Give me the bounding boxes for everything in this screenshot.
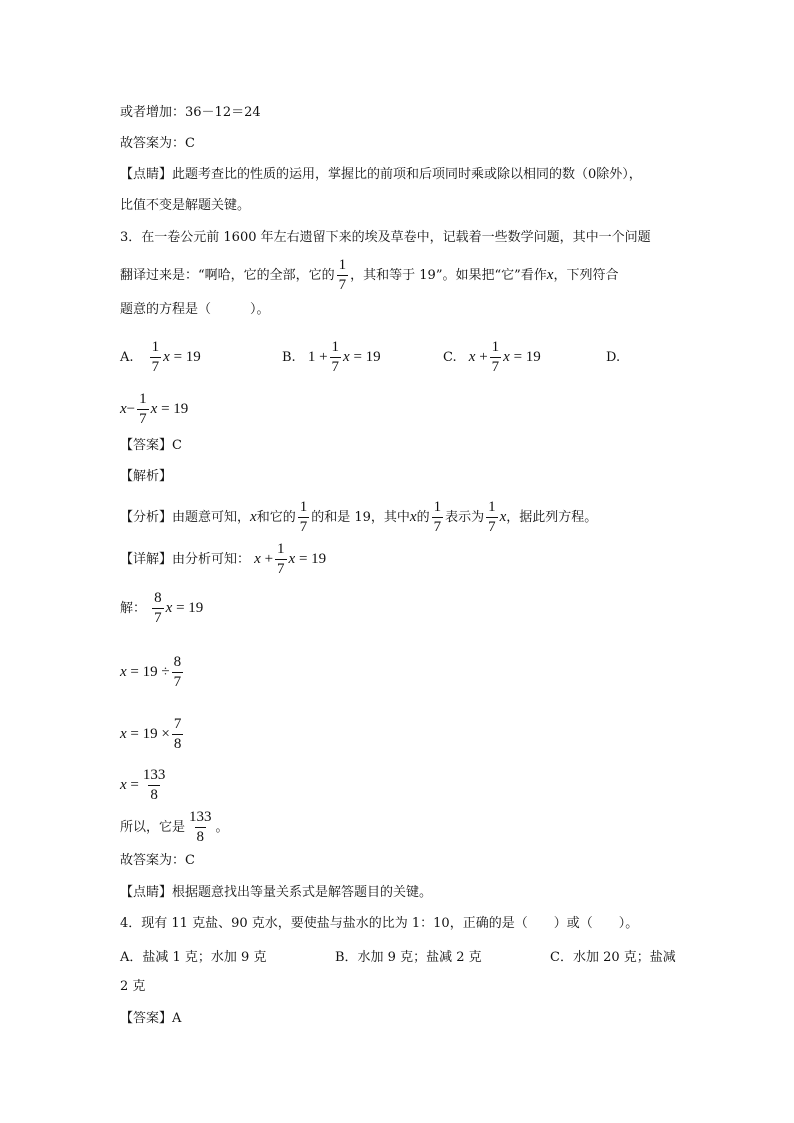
numerator: 1 — [488, 499, 496, 515]
equals-19: = 19 — [173, 348, 201, 365]
answer-label-4: 【答案】A — [120, 1011, 182, 1026]
question-4: 4．现有 11 克盐、90 克水，要使盐与盐水的比为 1：10，正确的是（ ）或（ ）。 — [120, 916, 639, 931]
denominator: 7 — [331, 359, 340, 375]
option-a — [120, 340, 201, 375]
fraction-1-7 — [432, 500, 444, 535]
solution-step-2 — [120, 655, 185, 690]
q4-option-c: C．水加 20 克；盐减 — [550, 950, 676, 965]
minus-sign: − — [126, 400, 136, 417]
fraction-1-7 — [150, 340, 162, 375]
note-line: 【点睛】此题考查比的性质的运用，掌握比的前项和后项同时乘或除以相同的数（0除外）， — [120, 167, 642, 182]
fraction-8-7 — [152, 591, 164, 626]
denominator: 8 — [196, 829, 205, 845]
denominator: 7 — [491, 359, 500, 375]
var-x: x — [120, 725, 127, 742]
nineteen-multiply: = 19 × — [130, 725, 170, 742]
solution-step-1 — [120, 591, 203, 626]
analysis-text-2: 和它的 — [256, 510, 296, 525]
numerator: 1 — [277, 541, 285, 557]
analysis-text-5: 表示为 — [445, 510, 485, 525]
question-3-line-1: 3．在一卷公元前 1600 年左右遗留下来的埃及草卷中，记载着一些数学问题，其中一个问题 — [120, 230, 651, 245]
analysis-text-6: ，据此列方程。 — [506, 510, 598, 525]
var-x: x — [468, 348, 476, 365]
equals-19: = 19 — [353, 348, 381, 365]
period: 。 — [215, 820, 229, 835]
denominator: 7 — [277, 561, 285, 577]
fraction-1-7 — [330, 340, 342, 375]
denominator: 7 — [173, 674, 182, 690]
denominator: 7 — [488, 519, 496, 535]
var-x: x — [250, 509, 257, 525]
equals-19: = 19 — [513, 348, 541, 365]
solution-step-3 — [120, 717, 185, 752]
fraction-1-7 — [337, 258, 349, 293]
fraction-1-7 — [490, 340, 502, 375]
one-plus: 1 + — [307, 348, 328, 365]
var-x: x — [120, 400, 127, 417]
var-x: x — [409, 509, 417, 525]
q4-option-c-cont: 2 克 — [120, 979, 146, 994]
denominator: 7 — [139, 411, 147, 427]
fraction-1-7 — [137, 392, 149, 427]
analysis-text-3: 的和是 19，其中 — [311, 510, 410, 525]
var-x: x — [546, 267, 554, 283]
denominator: 7 — [154, 610, 162, 626]
numerator: 1 — [331, 339, 340, 355]
var-x: x — [288, 550, 296, 567]
var-x: x — [165, 599, 173, 616]
option-d-label: D. — [606, 350, 621, 365]
var-x: x — [499, 509, 507, 525]
numerator: 133 — [142, 767, 166, 783]
question-3-line-2 — [120, 258, 618, 293]
q3-text-a: 翻译过来是：“啊哈，它的全部，它的 — [120, 268, 335, 283]
note-line-cont: 比值不变是解题关键。 — [120, 198, 251, 213]
text-line: 或者增加：36－12＝24 — [120, 105, 261, 120]
numerator: 8 — [154, 590, 162, 606]
conclusion-line — [120, 810, 229, 845]
option-d — [120, 392, 188, 427]
equals-19: = 19 — [176, 599, 204, 616]
equals-19: = 19 — [161, 400, 189, 417]
plus-sign: + — [264, 550, 274, 567]
analysis-text-4: 的 — [416, 510, 430, 525]
numerator: 133 — [189, 809, 212, 825]
fraction-1-7 — [298, 500, 310, 535]
denominator: 8 — [173, 736, 182, 752]
answer-label: 【答案】C — [120, 438, 182, 453]
answer-line-2: 故答案为：C — [120, 853, 195, 868]
q4-option-b: B．水加 9 克；盐减 2 克 — [335, 950, 482, 965]
analysis-heading: 【解析】 — [120, 469, 173, 484]
solution-label: 解： — [120, 600, 147, 616]
var-x: x — [343, 348, 350, 365]
numerator: 1 — [151, 339, 160, 355]
q4-option-a: A．盐减 1 克；水加 9 克 — [120, 950, 267, 965]
var-x: x — [120, 663, 127, 680]
numerator: 1 — [433, 499, 442, 515]
var-x: x — [503, 348, 510, 365]
numerator: 1 — [299, 499, 308, 515]
denominator: 8 — [150, 787, 158, 803]
question-3-line-3: 题意的方程是（ ）。 — [120, 302, 270, 317]
equals-sign: = — [130, 776, 139, 793]
analysis-line — [120, 500, 597, 535]
option-c-label: C. — [443, 349, 457, 365]
fraction-133-8 — [141, 768, 168, 803]
option-b-label: B. — [282, 349, 296, 365]
equals-19: = 19 — [298, 550, 327, 567]
detail-line — [120, 542, 326, 577]
note-line-2: 【点睛】根据题意找出等量关系式是解答题目的关键。 — [120, 885, 433, 900]
detail-text: 【详解】由分析可知： — [120, 551, 251, 567]
conclusion-text: 所以，它是 — [120, 820, 186, 835]
numerator: 1 — [491, 339, 500, 355]
fraction-7-8 — [172, 717, 184, 752]
denominator: 7 — [338, 277, 347, 293]
numerator: 7 — [173, 716, 182, 732]
numerator: 1 — [139, 391, 147, 407]
q3-text-c: ，下列符合 — [553, 268, 619, 283]
option-c — [443, 340, 541, 375]
numerator: 1 — [338, 257, 347, 273]
q3-text-b: ，其和等于 19”。如果把“它”看作 — [350, 268, 547, 283]
option-a-label: A. — [120, 349, 134, 365]
plus-sign: + — [479, 348, 488, 365]
denominator: 7 — [299, 519, 308, 535]
nineteen-divide: = 19 ÷ — [130, 663, 170, 680]
denominator: 7 — [151, 359, 160, 375]
numerator: 8 — [173, 654, 182, 670]
var-x: x — [120, 776, 127, 793]
analysis-text-1: 【分析】由题意可知， — [120, 510, 251, 525]
fraction-1-7 — [275, 542, 287, 577]
fraction-1-7 — [486, 500, 498, 535]
var-x: x — [150, 400, 158, 417]
option-b — [282, 340, 381, 375]
fraction-133-8 — [187, 810, 214, 845]
solution-step-4 — [120, 768, 169, 803]
denominator: 7 — [433, 519, 442, 535]
var-x: x — [163, 348, 170, 365]
answer-line: 故答案为：C — [120, 136, 195, 151]
var-x: x — [254, 550, 261, 567]
fraction-8-7 — [172, 655, 184, 690]
